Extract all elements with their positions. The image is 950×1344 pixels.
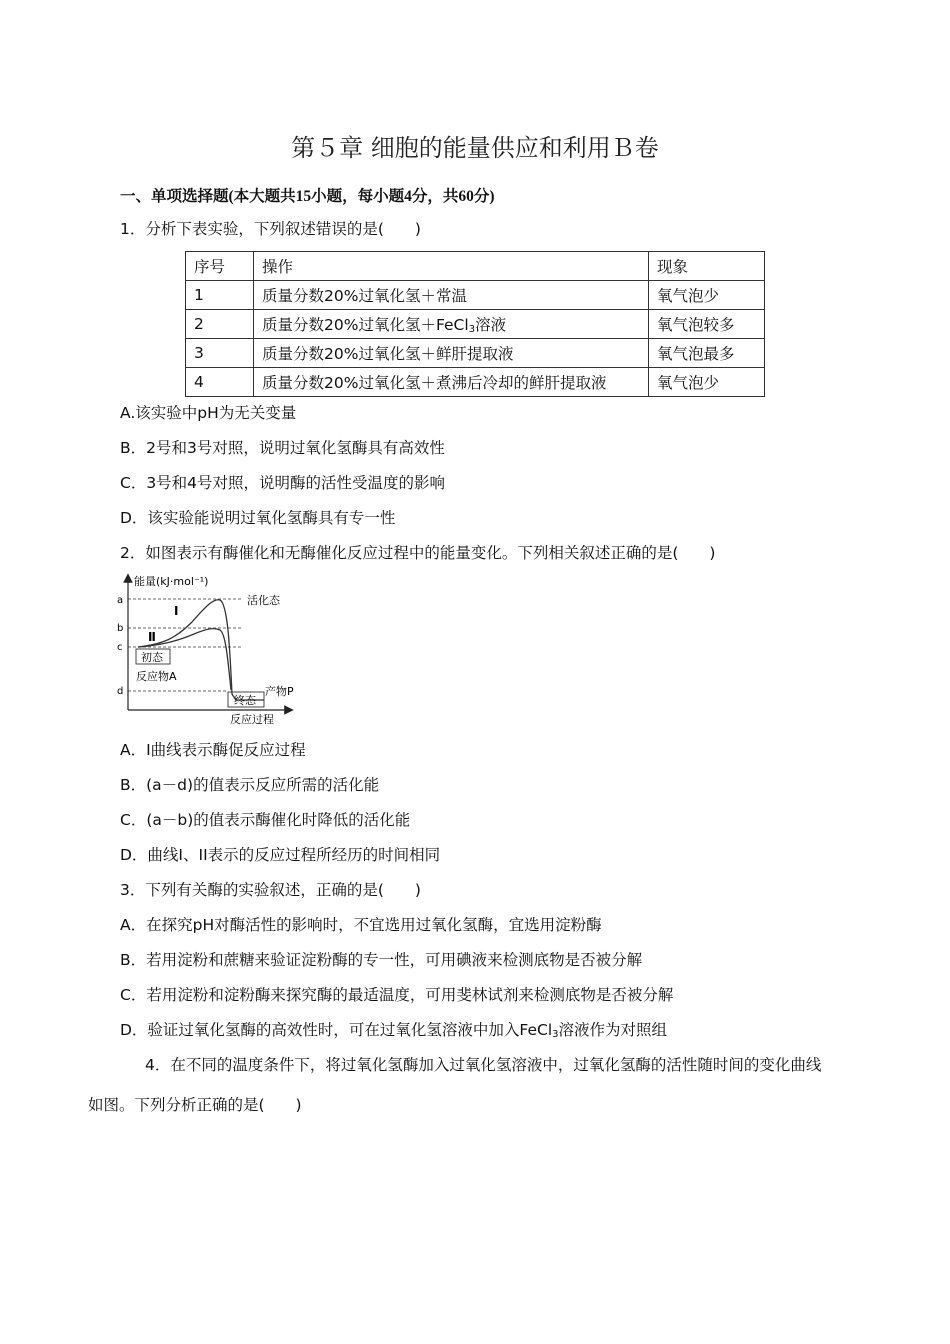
y-axis-label: 能量(kJ·mol⁻¹) [134, 575, 209, 588]
curve-ii-label: Ⅱ [148, 630, 156, 644]
op-text: 质量分数20%过氧化氢＋FeCl [262, 316, 469, 334]
table-cell-no: 3 [186, 339, 254, 368]
q1-option-a: A.该实验中pH为无关变量 [120, 404, 297, 422]
table-cell-op [254, 281, 649, 310]
op-tail: 溶液 [475, 316, 507, 334]
energy-diagram [114, 572, 314, 728]
table-header-cell: 序号 [186, 252, 254, 281]
q2-option-b: B．(a－d)的值表示反应所需的活化能 [120, 776, 380, 794]
table-cell-result: 氧气泡较多 [649, 310, 765, 339]
table-cell-result: 氧气泡少 [649, 281, 765, 310]
q1-stem: 1．分析下表实验，下列叙述错误的是( ) [120, 220, 421, 238]
q1-option-b: B．2号和3号对照，说明过氧化氢酶具有高效性 [120, 439, 445, 457]
q1-option-d: D．该实验能说明过氧化氢酶具有专一性 [120, 509, 396, 527]
op-text: 质量分数20%过氧化氢＋煮沸后冷却的鲜肝提取液 [262, 374, 607, 392]
q2-stem: 2．如图表示有酶催化和无酶催化反应过程中的能量变化。下列相关叙述正确的是( ) [120, 544, 716, 562]
level-a-label: a [117, 595, 124, 606]
table-header-cell: 现象 [649, 252, 765, 281]
q2-option-c: C．(a－b)的值表示酶催化时降低的活化能 [120, 811, 411, 829]
table-row [186, 281, 765, 310]
q1-option-c: C．3号和4号对照，说明酶的活性受温度的影响 [120, 474, 446, 492]
level-d-label: d [117, 686, 124, 697]
q2-option-a: A．I曲线表示酶促反应过程 [120, 741, 306, 759]
q3-option-a: A．在探究pH对酶活性的影响时，不宜选用过氧化氢酶，宜选用淀粉酶 [120, 916, 602, 934]
op-text: 质量分数20%过氧化氢＋鲜肝提取液 [262, 345, 514, 363]
table-cell-result: 氧气泡最多 [649, 339, 765, 368]
op-text: 质量分数20%过氧化氢＋常温 [262, 287, 467, 305]
initial-state-label: 初态 [141, 651, 163, 664]
table-row [186, 339, 765, 368]
q3-stem: 3．下列有关酶的实验叙述，正确的是( ) [120, 881, 421, 899]
table-cell-op [254, 310, 649, 339]
table-cell-no: 1 [186, 281, 254, 310]
table-cell-no: 2 [186, 310, 254, 339]
q3-option-d [120, 1020, 667, 1045]
final-state-label: 终态 [234, 694, 256, 707]
subscript: 3 [468, 324, 476, 335]
q3-option-b: B．若用淀粉和蔗糖来验证淀粉酶的专一性，可用碘液来检测底物是否被分解 [120, 951, 643, 969]
x-axis-label: 反应过程 [230, 713, 274, 726]
page-title: 第５章 细胞的能量供应和利用Ｂ卷 [291, 134, 659, 162]
reactant-label: 反应物A [136, 670, 177, 683]
curve-i-label: Ⅰ [174, 604, 179, 618]
q4-stem-line1: 4．在不同的温度条件下，将过氧化氢酶加入过氧化氢溶液中，过氧化氢酶的活性随时间的变化曲线 [145, 1056, 822, 1074]
table-cell-result: 氧气泡少 [649, 368, 765, 397]
subscript: 3 [552, 1029, 559, 1040]
curve-i [138, 600, 264, 700]
level-b-label: b [117, 623, 124, 634]
q2-option-d: D．曲线I、II表示的反应过程所经历的时间相同 [120, 846, 441, 864]
q4-stem-line2: 如图。下列分析正确的是( ) [88, 1096, 302, 1114]
q3-option-c: C．若用淀粉和淀粉酶来探究酶的最适温度，可用斐林试剂来检测底物是否被分解 [120, 986, 674, 1004]
table-header-row [186, 252, 765, 281]
q3-option-d-pre: D．验证过氧化氢酶的高效性时，可在过氧化氢溶液中加入FeCl [120, 1021, 553, 1039]
table-header-cell: 操作 [254, 252, 649, 281]
level-c-label: c [117, 642, 123, 653]
experiment-table [185, 251, 765, 397]
q3-option-d-post: 溶液作为对照组 [558, 1021, 668, 1039]
activated-state-label: 活化态 [247, 594, 280, 607]
table-row [186, 368, 765, 397]
table-cell-no: 4 [186, 368, 254, 397]
section-heading: 一、单项选择题(本大题共15小题，每小题4分，共60分) [120, 188, 495, 205]
product-label: 产物P [265, 685, 294, 698]
table-cell-op [254, 339, 649, 368]
table-row [186, 310, 765, 339]
table-cell-op [254, 368, 649, 397]
